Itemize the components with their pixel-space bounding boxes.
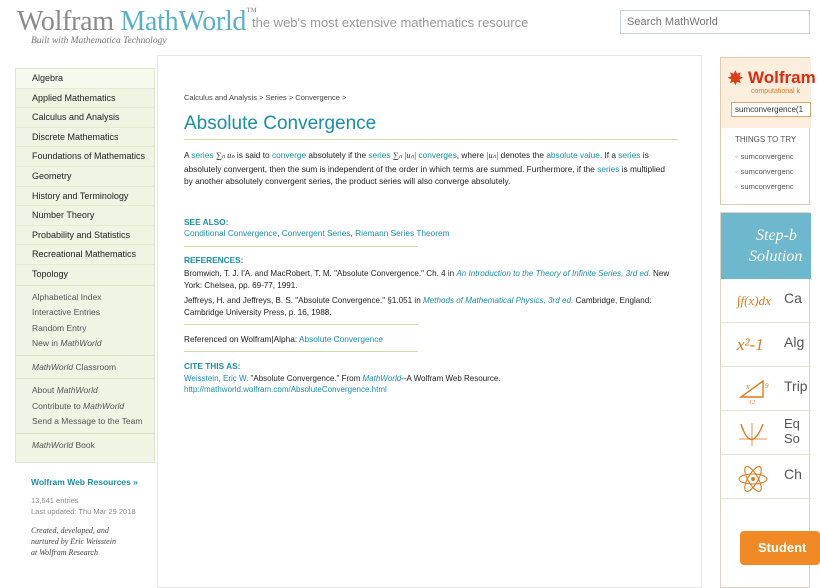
title-divider [184, 139, 678, 140]
sidebar-item-topology[interactable]: Topology [32, 268, 69, 279]
credit-text: Created, developed, and nurtured by Eric Weisstein at Wolfram Research [31, 526, 116, 557]
see-also-convergent-series[interactable]: Convergent Series [281, 228, 351, 238]
sidebar-nav [15, 68, 155, 463]
author-link[interactable]: Weisstein, Eric W. [184, 374, 249, 383]
sidebar-item-history-and-terminology[interactable]: History and Terminology [16, 187, 154, 207]
book-section [16, 433, 154, 457]
mathworld-link[interactable]: MathWorld [362, 374, 402, 383]
interactive-entries-link[interactable]: Interactive Entries [32, 307, 101, 318]
alphabetical-index-link[interactable]: Alphabetical Index [32, 291, 102, 302]
things-to-try-heading: THINGS TO TRY [735, 135, 797, 144]
student-button[interactable]: Student [740, 531, 820, 565]
example-query[interactable]: ◦ sumconvergenc [735, 152, 794, 161]
svg-text:12: 12 [749, 400, 755, 406]
mathworld-classroom-link[interactable]: MathWorld Classroom [32, 361, 117, 372]
divider [184, 351, 418, 352]
permalink[interactable]: http://mathworld.wolfram.com/AbsoluteConvergence.html [184, 385, 387, 394]
breadcrumb[interactable]: Calculus and Analysis > Series > Convergence > [184, 93, 347, 102]
divider [184, 246, 418, 247]
mathworld-logo[interactable]: Wolfram MathWorld™ [17, 6, 257, 37]
see-also-riemann-series-theorem[interactable]: Riemann Series Theorem [355, 228, 450, 238]
series-link[interactable]: series [597, 163, 620, 174]
references-heading: REFERENCES: [184, 255, 244, 265]
bullet-icon: ◦ [735, 167, 738, 176]
cite-heading: CITE THIS AS: [184, 361, 241, 371]
new-in-mathworld-link[interactable]: New in MathWorld [32, 338, 102, 349]
sidebar-item-calculus-and-analysis[interactable]: Calculus and Analysis [16, 108, 154, 128]
wolfram-alpha-link[interactable]: Absolute Convergence [299, 334, 383, 344]
see-also-links: Conditional Convergence, Convergent Series, Riemann Series Theorem [184, 228, 450, 238]
series-link[interactable]: series [618, 150, 641, 160]
search-input[interactable] [620, 10, 810, 34]
divider [184, 324, 418, 325]
sidebar-item-probability-and-statistics[interactable]: Probability and Statistics [16, 226, 154, 246]
last-updated: Last updated: Thu Mar 29 2018 [31, 507, 136, 516]
bullet-icon: ◦ [735, 152, 738, 161]
step-by-step-promo[interactable]: Step-b Solution ∫f(x)dx Ca x²-1 Alg x 9 12 Trip Eq So Ch Student [720, 212, 810, 588]
citation: Weisstein, Eric W. "Absolute Convergence." From MathWorld--A Wolfram Web Resource. [184, 374, 501, 383]
site-tagline: the web's most extensive mathematics resource [252, 15, 529, 30]
sidebar-item-number-theory[interactable]: Number Theory [16, 206, 154, 226]
wolfram-spikey-icon: ✸ [727, 68, 744, 90]
algebra-row[interactable]: x²-1 Alg [721, 323, 811, 367]
reference-1-book-link[interactable]: An Introduction to the Theory of Infinite Series, 3rd ed. [456, 269, 651, 278]
about-mathworld-link[interactable]: About MathWorld [32, 385, 98, 396]
parabola-icon [737, 421, 773, 445]
triangle-icon [737, 377, 773, 406]
index-links [16, 285, 154, 355]
see-also-conditional-convergence[interactable]: Conditional Convergence [184, 228, 278, 238]
entry-count: 13,641 entries [31, 496, 79, 505]
wolfram-alpha-logo[interactable]: Wolfram [748, 68, 816, 87]
wolfram-alpha-input[interactable] [731, 102, 811, 117]
contribute-link[interactable]: Contribute to MathWorld [32, 400, 125, 411]
sidebar-item-discrete-mathematics[interactable]: Discrete Mathematics [16, 128, 154, 148]
send-message-link[interactable]: Send a Message to the Team [32, 416, 143, 427]
reference-2-book-link[interactable]: Methods of Mathematical Physics, 3rd ed. [422, 296, 574, 305]
bullet-icon: ◦ [735, 182, 738, 191]
random-entry-link[interactable]: Random Entry [32, 322, 87, 333]
series-link[interactable]: series [191, 150, 214, 160]
sidebar-item-applied-mathematics[interactable]: Applied Mathematics [16, 89, 154, 109]
atom-icon [737, 465, 773, 489]
sidebar-item-algebra[interactable]: Algebra [16, 69, 154, 89]
reference-2: Jeffreys, H. and Jeffreys, B. S. "Absolute Convergence." §1.051 in Methods of Mathematical Physics, 3rd ed. Cambridge, England: Cambridge University Press, p. 16, 1988. [184, 296, 652, 317]
absolute-value-link[interactable]: absolute value [546, 150, 600, 160]
referenced-on-wolfram-alpha: Referenced on Wolfram|Alpha: Absolute Convergence [184, 334, 383, 344]
wolfram-web-resources-link[interactable]: Wolfram Web Resources » [31, 477, 138, 487]
built-with-text: Built with Mathematica Technology [31, 36, 167, 46]
series-sum-formula: ∑ₙ uₙ [215, 151, 235, 160]
wolfram-alpha-box [720, 57, 816, 205]
main-content [157, 55, 702, 588]
reference-1: Bromwich, T. J. I'A. and MacRobert, T. M. "Absolute Convergence." Ch. 4 in An Introduction to the Theory of Infinite Series, 3rd ed. New York: Chelsea, pp. 69-77, 1991. [184, 269, 670, 290]
trigonometry-row[interactable]: x 9 12 Trip [721, 367, 811, 411]
converges-link[interactable]: converges [418, 150, 457, 160]
topic-list [16, 69, 154, 285]
site-header [0, 0, 800, 55]
example-query[interactable]: ◦ sumconvergenc [735, 182, 794, 191]
polynomial-icon: x²-1 [737, 335, 764, 354]
converge-link[interactable]: converge [271, 150, 307, 160]
svg-text:9: 9 [765, 382, 769, 390]
equation-solving-row[interactable]: Eq So [721, 411, 811, 455]
svg-text:x: x [746, 382, 750, 391]
about-section [16, 378, 154, 433]
definition-paragraph: A series ∑ₙ uₙ is said to converge absolutely if the series ∑ₙ |uₙ| converges, where |uₙ| denotes the absolute value. If a series is absolutely convergent, then the sum is independent of the order in which terms are summed. Furthermore, if the series is multiplied by another absolutely convergent series, the product series will also converge absolutely. [184, 150, 666, 187]
sidebar-item-recreational-mathematics[interactable]: Recreational Mathematics [16, 245, 154, 265]
calculus-row[interactable]: ∫f(x)dx Ca [721, 279, 811, 323]
mathworld-book-link[interactable]: MathWorld Book [32, 439, 95, 450]
abs-term-formula: |uₙ| [486, 151, 499, 160]
abs-sum-formula: ∑ₙ |uₙ| [392, 151, 417, 160]
sidebar-item-geometry[interactable]: Geometry [16, 167, 154, 187]
example-query[interactable]: ◦ sumconvergenc [735, 167, 794, 176]
series-link[interactable]: series [368, 150, 391, 160]
see-also-heading: SEE ALSO: [184, 217, 229, 227]
integral-icon: ∫f(x)dx [737, 293, 771, 308]
chemistry-row[interactable]: Ch [721, 455, 811, 499]
page-title: Absolute Convergence [184, 113, 377, 134]
sidebar-item-foundations-of-mathematics[interactable]: Foundations of Mathematics [16, 147, 154, 167]
classroom-section [16, 355, 154, 379]
wolfram-alpha-subtitle: computational k [751, 88, 801, 95]
